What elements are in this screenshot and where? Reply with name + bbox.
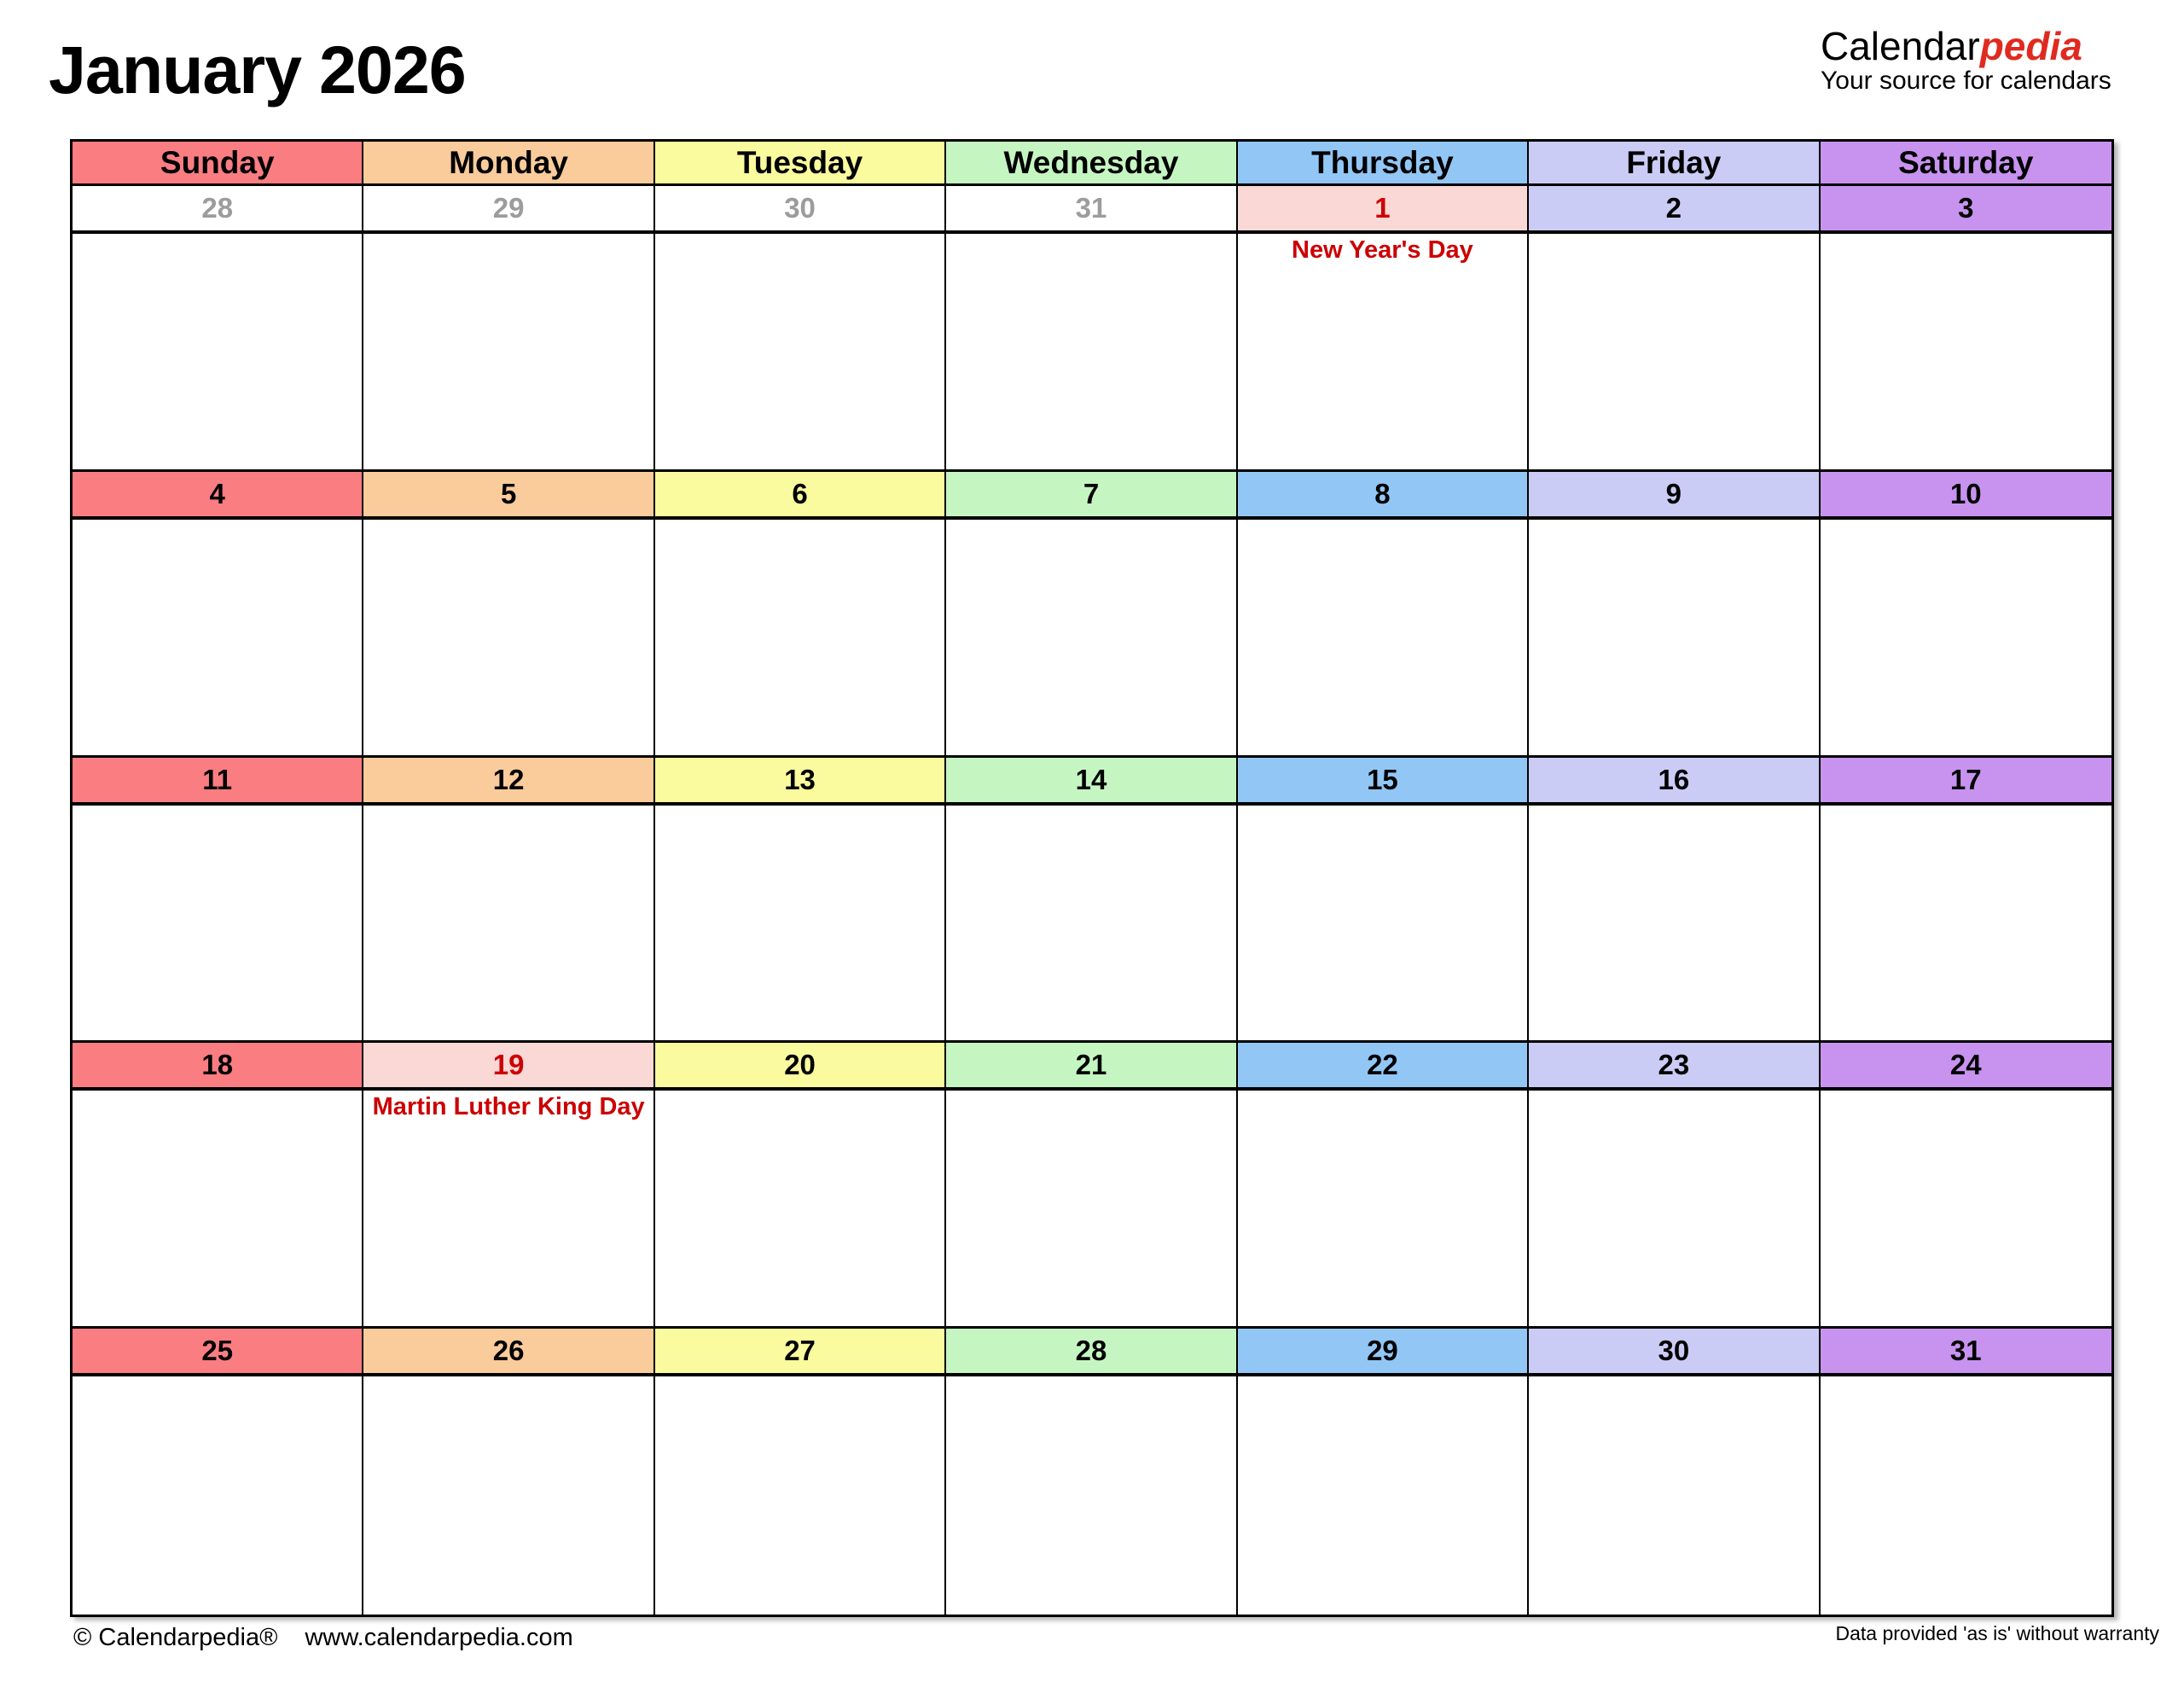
day-body-cell <box>946 520 1237 758</box>
weekday-header-saturday: Saturday <box>1821 142 2111 186</box>
day-body-cell <box>655 234 946 472</box>
day-body-cell <box>655 1091 946 1329</box>
day-body-cell <box>363 520 654 758</box>
date-bar <box>73 472 2111 520</box>
date-cell: 12 <box>363 758 654 806</box>
logo-red-part: pedia <box>1979 24 2082 68</box>
day-body-cell <box>73 806 363 1044</box>
date-cell: 9 <box>1529 472 1820 520</box>
date-cell: 31 <box>1821 1329 2111 1376</box>
date-cell: 28 <box>73 186 363 234</box>
week-row <box>73 472 2111 758</box>
day-body-cell <box>1821 1091 2111 1329</box>
day-body-cell <box>1529 234 1820 472</box>
day-body-cell <box>655 806 946 1044</box>
date-cell: 3 <box>1821 186 2111 234</box>
weekday-header-tuesday: Tuesday <box>655 142 946 186</box>
date-cell: 7 <box>946 472 1237 520</box>
day-body-cell <box>1529 520 1820 758</box>
date-cell: 30 <box>1529 1329 1820 1376</box>
week-row <box>73 758 2111 1044</box>
calendarpedia-logo <box>1821 26 2111 95</box>
date-cell: 27 <box>655 1329 946 1376</box>
weekday-header-row <box>73 142 2111 186</box>
week-row <box>73 1043 2111 1329</box>
weekday-header-sunday: Sunday <box>73 142 363 186</box>
date-cell: 20 <box>655 1043 946 1091</box>
date-cell: 1 <box>1238 186 1529 234</box>
day-body-cell <box>363 1376 654 1615</box>
week-body <box>73 520 2111 758</box>
date-cell: 4 <box>73 472 363 520</box>
logo-wordmark <box>1821 26 2111 67</box>
week-body <box>73 234 2111 472</box>
day-body-cell <box>946 1091 1237 1329</box>
week-body <box>73 806 2111 1044</box>
day-body-cell <box>1238 806 1529 1044</box>
day-body-cell <box>655 520 946 758</box>
date-cell: 22 <box>1238 1043 1529 1091</box>
copyright-text: © Calendarpedia® <box>73 1624 278 1651</box>
week-row <box>73 1329 2111 1615</box>
date-cell: 5 <box>363 472 654 520</box>
logo-tagline: Your source for calendars <box>1821 67 2111 96</box>
footer-copyright <box>73 1624 573 1652</box>
week-body <box>73 1376 2111 1615</box>
weekday-header-thursday: Thursday <box>1238 142 1529 186</box>
calendar-weeks <box>73 186 2111 1615</box>
day-body-cell <box>73 1376 363 1615</box>
day-body-cell <box>363 806 654 1044</box>
date-cell: 25 <box>73 1329 363 1376</box>
day-body-cell <box>363 234 654 472</box>
day-body-cell <box>655 1376 946 1615</box>
date-cell: 14 <box>946 758 1237 806</box>
day-body-cell <box>1821 806 2111 1044</box>
page-title: January 2026 <box>49 32 466 108</box>
date-cell: 23 <box>1529 1043 1820 1091</box>
date-cell: 31 <box>946 186 1237 234</box>
date-cell: 15 <box>1238 758 1529 806</box>
date-cell: 13 <box>655 758 946 806</box>
date-cell: 17 <box>1821 758 2111 806</box>
calendar-grid <box>70 139 2114 1617</box>
day-body-cell <box>1238 1091 1529 1329</box>
date-bar <box>73 758 2111 806</box>
day-body-cell <box>1821 520 2111 758</box>
date-cell: 28 <box>946 1329 1237 1376</box>
weekday-header-friday: Friday <box>1529 142 1820 186</box>
day-body-cell <box>1529 1376 1820 1615</box>
day-body-cell <box>73 520 363 758</box>
footer-disclaimer: Data provided 'as is' without warranty <box>1835 1622 2159 1644</box>
day-body-cell <box>73 234 363 472</box>
date-cell: 29 <box>1238 1329 1529 1376</box>
date-bar <box>73 1043 2111 1091</box>
date-cell: 8 <box>1238 472 1529 520</box>
date-bar <box>73 1329 2111 1376</box>
day-body-cell <box>946 234 1237 472</box>
weekday-header-wednesday: Wednesday <box>946 142 1237 186</box>
weekday-header-monday: Monday <box>363 142 654 186</box>
logo-black-part: Calendar <box>1821 24 1980 68</box>
date-cell: 6 <box>655 472 946 520</box>
week-body <box>73 1091 2111 1329</box>
website-url: www.calendarpedia.com <box>305 1624 573 1651</box>
date-cell: 30 <box>655 186 946 234</box>
date-cell: 10 <box>1821 472 2111 520</box>
date-cell: 2 <box>1529 186 1820 234</box>
day-body-cell <box>1821 1376 2111 1615</box>
date-cell: 19 <box>363 1043 654 1091</box>
date-cell: 18 <box>73 1043 363 1091</box>
day-body-cell <box>946 806 1237 1044</box>
date-cell: 29 <box>363 186 654 234</box>
holiday-label: New Year's Day <box>1292 236 1473 264</box>
week-row <box>73 186 2111 472</box>
date-cell: 11 <box>73 758 363 806</box>
day-body-cell <box>1238 520 1529 758</box>
date-cell: 21 <box>946 1043 1237 1091</box>
date-bar <box>73 186 2111 234</box>
day-body-cell <box>946 1376 1237 1615</box>
day-body-cell <box>1238 1376 1529 1615</box>
day-body-cell <box>73 1091 363 1329</box>
date-cell: 24 <box>1821 1043 2111 1091</box>
day-body-cell <box>1821 234 2111 472</box>
day-body-cell <box>363 1091 654 1329</box>
holiday-label: Martin Luther King Day <box>372 1093 645 1121</box>
date-cell: 16 <box>1529 758 1820 806</box>
date-cell: 26 <box>363 1329 654 1376</box>
day-body-cell <box>1238 234 1529 472</box>
day-body-cell <box>1529 1091 1820 1329</box>
day-body-cell <box>1529 806 1820 1044</box>
